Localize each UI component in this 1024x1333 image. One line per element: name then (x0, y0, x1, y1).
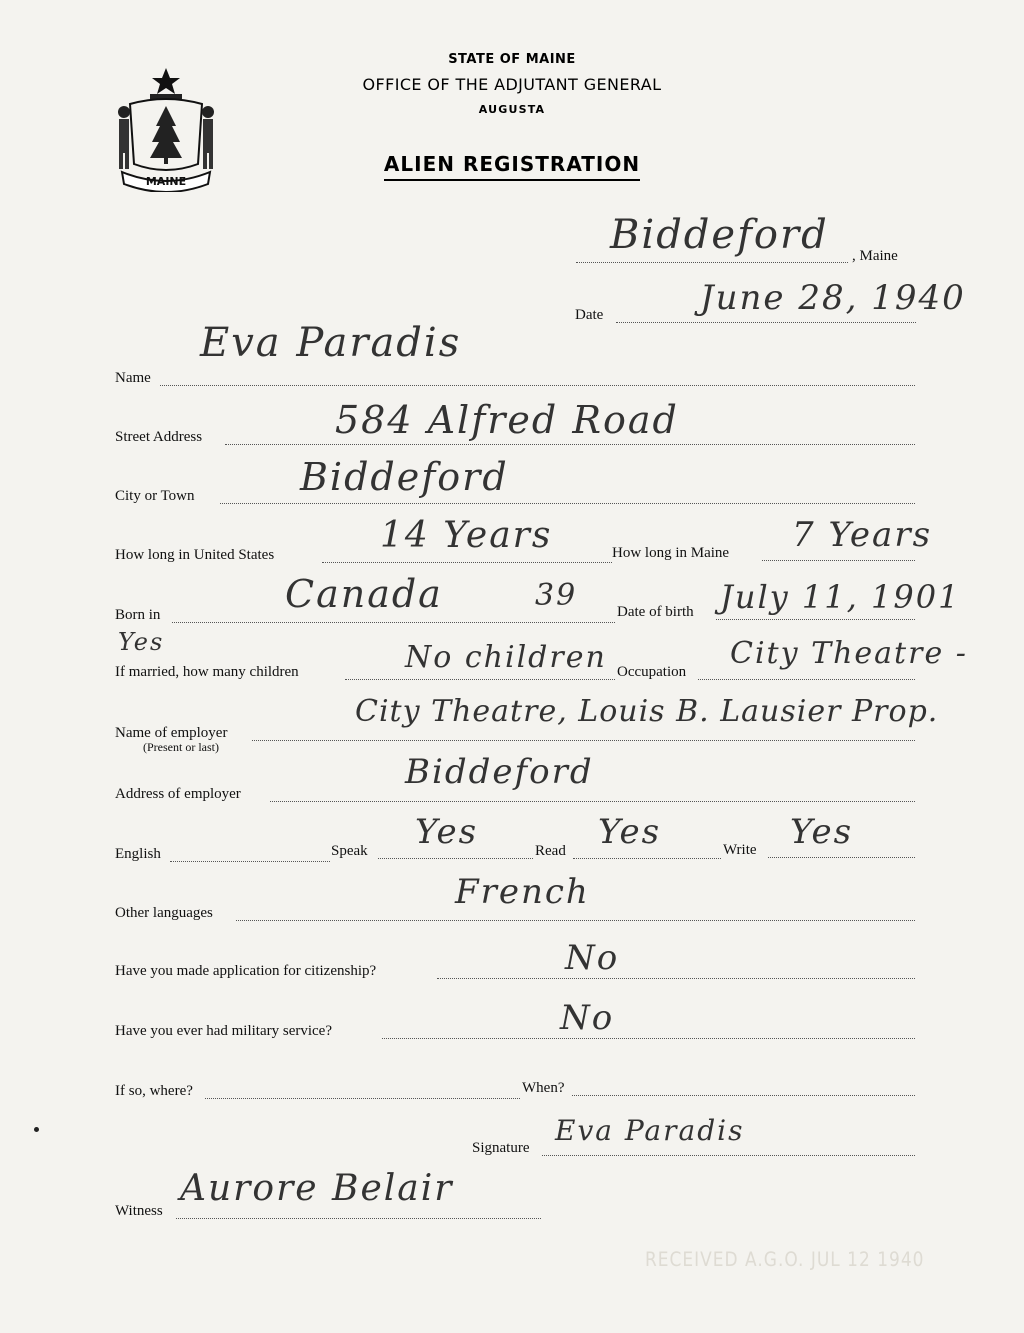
witness-line (176, 1218, 541, 1219)
if-so-label: If so, where? (115, 1083, 193, 1099)
date-line (616, 322, 916, 323)
employer-line (252, 740, 915, 741)
read-value: Yes (598, 812, 662, 852)
employer-sub-label: (Present or last) (143, 740, 219, 754)
born-label: Born in (115, 607, 161, 623)
city-label: City or Town (115, 488, 195, 504)
dob-label: Date of birth (617, 604, 694, 620)
when-line (572, 1095, 915, 1096)
employer-address-value: Biddeford (405, 752, 594, 792)
name-value: Eva Paradis (200, 320, 462, 366)
military-line (382, 1038, 915, 1039)
occupation-value: City Theatre - (730, 636, 968, 671)
employer-value: City Theatre, Louis B. Lausier Prop. (355, 694, 939, 729)
city-heading: AUGUSTA (478, 103, 546, 116)
date-label: Date (575, 307, 604, 323)
seal-text: MAINE (145, 175, 187, 188)
place-value: Biddeford (610, 212, 829, 258)
read-line (573, 858, 721, 859)
dob-value: July 11, 1901 (720, 578, 961, 616)
born-line (172, 622, 615, 623)
speak-line (378, 858, 533, 859)
margin-dot (34, 1127, 39, 1132)
dob-line (716, 619, 915, 620)
maine-years-label: How long in Maine (612, 545, 730, 561)
form-title-text: ALIEN REGISTRATION (384, 152, 640, 181)
name-line (160, 385, 915, 386)
maine-years-line (762, 560, 915, 561)
employer-address-label: Address of employer (115, 786, 241, 802)
citizenship-label: Have you made application for citizenship? (115, 963, 377, 979)
signature-label: Signature (472, 1140, 530, 1156)
if-so-line (205, 1098, 520, 1099)
received-stamp: RECEIVED A.G.O. JUL 12 1940 (645, 1248, 925, 1272)
employer-label: Name of employer (115, 725, 228, 741)
military-label: Have you ever had military service? (115, 1023, 332, 1039)
maine-years-value: 7 Years (792, 515, 933, 555)
signature-line (542, 1155, 915, 1156)
us-years-line (322, 562, 612, 563)
citizenship-value: No (565, 938, 620, 978)
when-label: When? (522, 1080, 565, 1096)
write-line (768, 857, 915, 858)
form-title (0, 152, 1024, 176)
speak-label: Speak (331, 843, 368, 859)
occupation-label: Occupation (617, 664, 687, 680)
military-value: No (560, 998, 615, 1038)
signature-value: Eva Paradis (555, 1114, 745, 1147)
witness-value: Aurore Belair (180, 1168, 454, 1209)
name-label: Name (115, 370, 151, 386)
children-value: No children (405, 640, 607, 675)
place-line (576, 262, 848, 263)
employer-address-line (270, 801, 915, 802)
street-value: 584 Alfred Road (335, 398, 679, 442)
office-heading: OFFICE OF THE ADJUTANT GENERAL (362, 75, 662, 94)
other-languages-label: Other languages (115, 905, 213, 921)
married-value: Yes (118, 628, 165, 656)
other-languages-line (236, 920, 915, 921)
witness-label: Witness (115, 1203, 163, 1219)
street-line (225, 444, 915, 445)
other-languages-value: French (455, 872, 590, 912)
children-line (345, 679, 615, 680)
age-value: 39 (535, 578, 578, 613)
married-label: If married, how many children (115, 664, 299, 680)
english-line (170, 861, 330, 862)
city-value: Biddeford (300, 455, 509, 499)
speak-value: Yes (415, 812, 479, 852)
street-label: Street Address (115, 429, 203, 445)
write-value: Yes (790, 812, 854, 852)
born-value: Canada (285, 572, 443, 616)
citizenship-line (437, 978, 915, 979)
us-years-value: 14 Years (380, 515, 553, 556)
state-heading: STATE OF MAINE (448, 52, 576, 67)
occupation-line (698, 679, 915, 680)
city-line (220, 503, 915, 504)
write-label: Write (723, 842, 757, 858)
date-value: June 28, 1940 (700, 278, 966, 318)
english-label: English (115, 846, 161, 862)
read-label: Read (535, 843, 566, 859)
us-years-label: How long in United States (115, 547, 275, 563)
maine-label: , Maine (852, 248, 898, 264)
